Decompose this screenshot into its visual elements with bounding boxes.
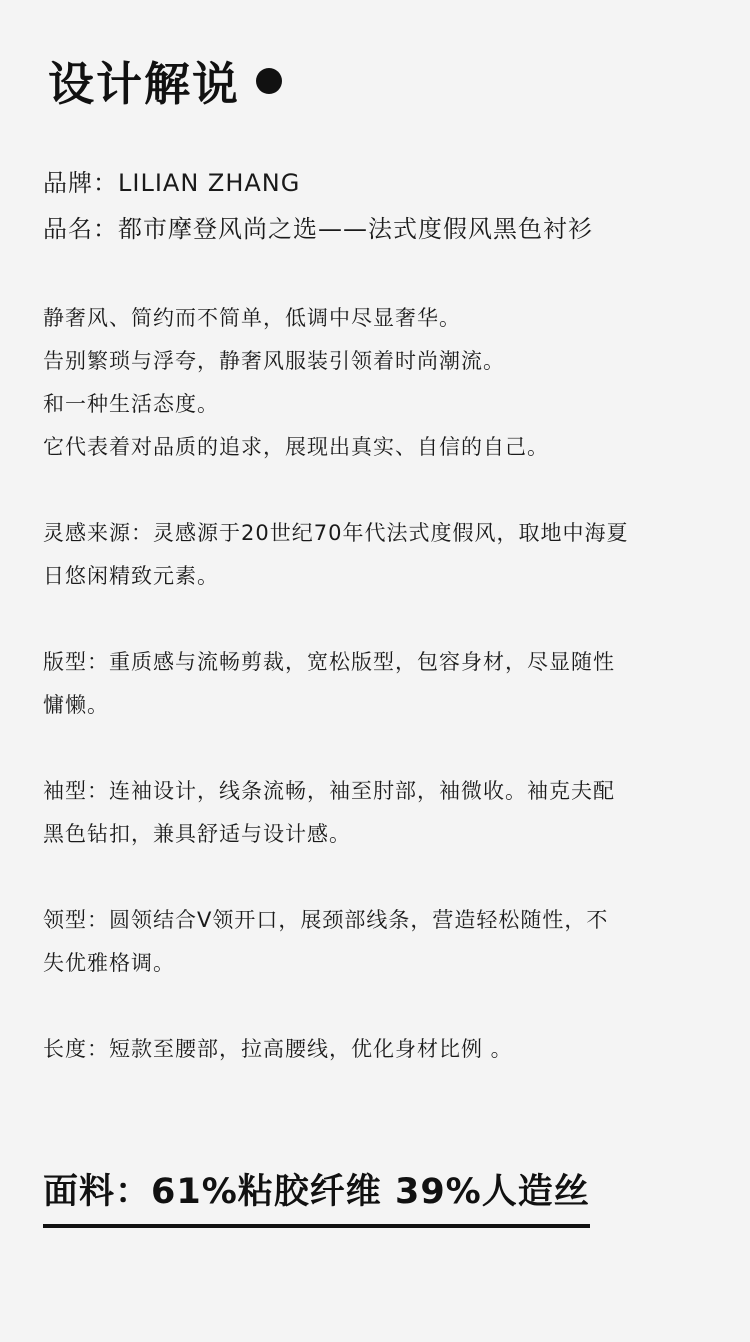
sleeve-line: 袖型：连袖设计，线条流畅，袖至肘部，袖微收。袖克夫配 (43, 779, 615, 803)
length-paragraph (43, 1028, 708, 1071)
fabric-composition: 面料：61%粘胶纤维 39%人造丝 (43, 1162, 590, 1228)
intro-line: 和一种生活态度。 (43, 392, 219, 416)
intro-line: 告别繁琐与浮夸，静奢风服装引领着时尚潮流。 (43, 349, 505, 373)
intro-line: 它代表着对品质的追求，展现出真实、自信的自己。 (43, 435, 549, 459)
collar-line: 领型：圆领结合V领开口，展颈部线条，营造轻松随性，不 (43, 908, 609, 932)
brand-line: 品牌：LILIAN ZHANG (43, 169, 301, 197)
inspiration-paragraph (43, 512, 708, 598)
fit-line: 版型：重质感与流畅剪裁，宽松版型，包容身材，尽显随性 (43, 650, 615, 674)
intro-paragraph (43, 297, 708, 469)
intro-line: 静奢风、简约而不简单，低调中尽显奢华。 (43, 306, 461, 330)
collar-paragraph (43, 899, 708, 985)
sleeve-line: 黑色钻扣，兼具舒适与设计感。 (43, 822, 351, 846)
fit-line: 慵懒。 (43, 693, 109, 717)
length-line: 长度：短款至腰部，拉高腰线，优化身材比例 。 (43, 1037, 513, 1061)
sleeve-paragraph (43, 770, 708, 856)
inspiration-line: 日悠闲精致元素。 (43, 564, 219, 588)
fit-paragraph (43, 641, 708, 727)
section-heading (48, 52, 282, 116)
collar-line: 失优雅格调。 (43, 951, 175, 975)
product-name-line: 品名：都市摩登风尚之选——法式度假风黑色衬衫 (43, 215, 593, 243)
page-title: 设计解说 (48, 57, 240, 111)
inspiration-line: 灵感来源：灵感源于20世纪70年代法式度假风，取地中海夏 (43, 521, 629, 545)
bullet-dot-icon (256, 68, 282, 94)
brand-info (43, 160, 723, 252)
